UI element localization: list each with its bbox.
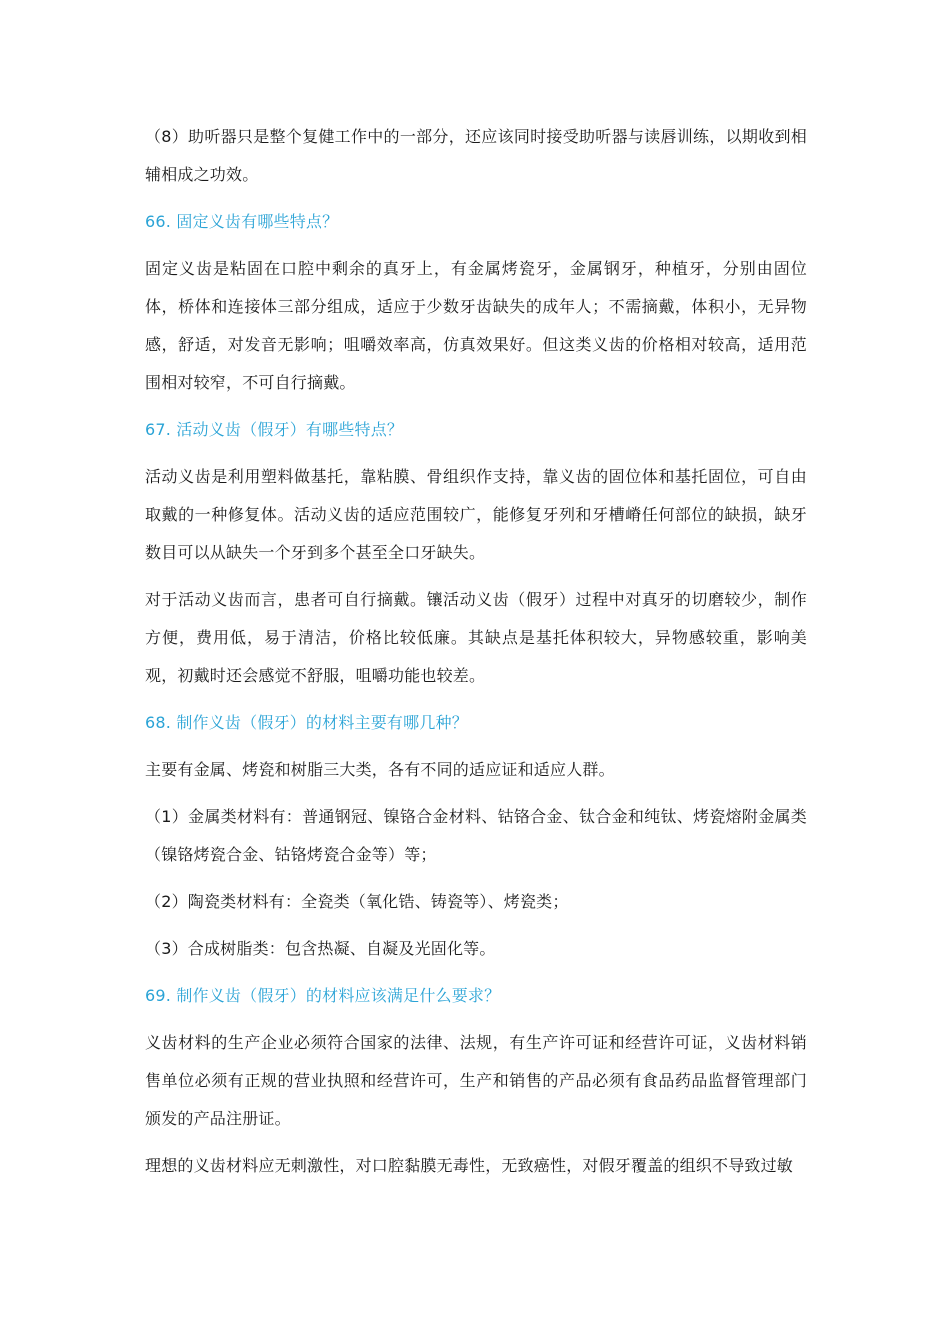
question-69-answer-1: 义齿材料的生产企业必须符合国家的法律、法规，有生产许可证和经营许可证，义齿材料销售单位必须有正规的营业执照和经营许可，生产和销售的产品必须有食品药品监督管理部门颁发的产品注册证。 (145, 1033, 807, 1128)
question-68-item-1: （1）金属类材料有：普通钢冠、镍铬合金材料、钴铬合金、钛合金和纯钛、烤瓷熔附金属类（镍铬烤瓷合金、钴铬烤瓷合金等）等； (145, 807, 807, 864)
question-68-item-3: （3）合成树脂类：包含热凝、自凝及光固化等。 (145, 939, 496, 958)
question-68-item-2: （2）陶瓷类材料有：全瓷类（氧化锆、铸瓷等）、烤瓷类； (145, 892, 569, 911)
question-66-answer: 固定义齿是粘固在口腔中剩余的真牙上，有金属烤瓷牙，金属钢牙，种植牙，分别由固位体，桥体和连接体三部分组成，适应于少数牙齿缺失的成年人；不需摘戴，体积小，无异物感，舒适，对发音无影响；咀嚼效率高，仿真效果好。但这类义齿的价格相对较高，适用范围相对较窄，不可自行摘戴。 (145, 259, 807, 392)
question-68-heading: 68. 制作义齿（假牙）的材料主要有哪几种？ (145, 713, 468, 732)
document-page (145, 118, 807, 1194)
question-69-answer-2: 理想的义齿材料应无刺激性，对口腔黏膜无毒性，无致癌性，对假牙覆盖的组织不导致过敏 (145, 1156, 794, 1175)
question-67-heading: 67. 活动义齿（假牙）有哪些特点？ (145, 420, 404, 439)
question-66-heading: 66. 固定义齿有哪些特点？ (145, 212, 339, 231)
question-69-heading: 69. 制作义齿（假牙）的材料应该满足什么要求？ (145, 986, 501, 1005)
question-67-answer-1: 活动义齿是利用塑料做基托，靠粘膜、骨组织作支持，靠义齿的固位体和基托固位，可自由取戴的一种修复体。活动义齿的适应范围较广，能修复牙列和牙槽嵴任何部位的缺损，缺牙数目可以从缺失一个牙到多个甚至全口牙缺失。 (145, 467, 807, 562)
paragraph-item-8: （8）助听器只是整个复健工作中的一部分，还应该同时接受助听器与读唇训练，以期收到相辅相成之功效。 (145, 127, 807, 184)
question-67-answer-2: 对于活动义齿而言，患者可自行摘戴。镶活动义齿（假牙）过程中对真牙的切磨较少，制作方便，费用低，易于清洁，价格比较低廉。其缺点是基托体积较大，异物感较重，影响美观，初戴时还会感觉不舒服，咀嚼功能也较差。 (145, 590, 807, 685)
question-68-intro: 主要有金属、烤瓷和树脂三大类，各有不同的适应证和适应人群。 (145, 760, 615, 779)
